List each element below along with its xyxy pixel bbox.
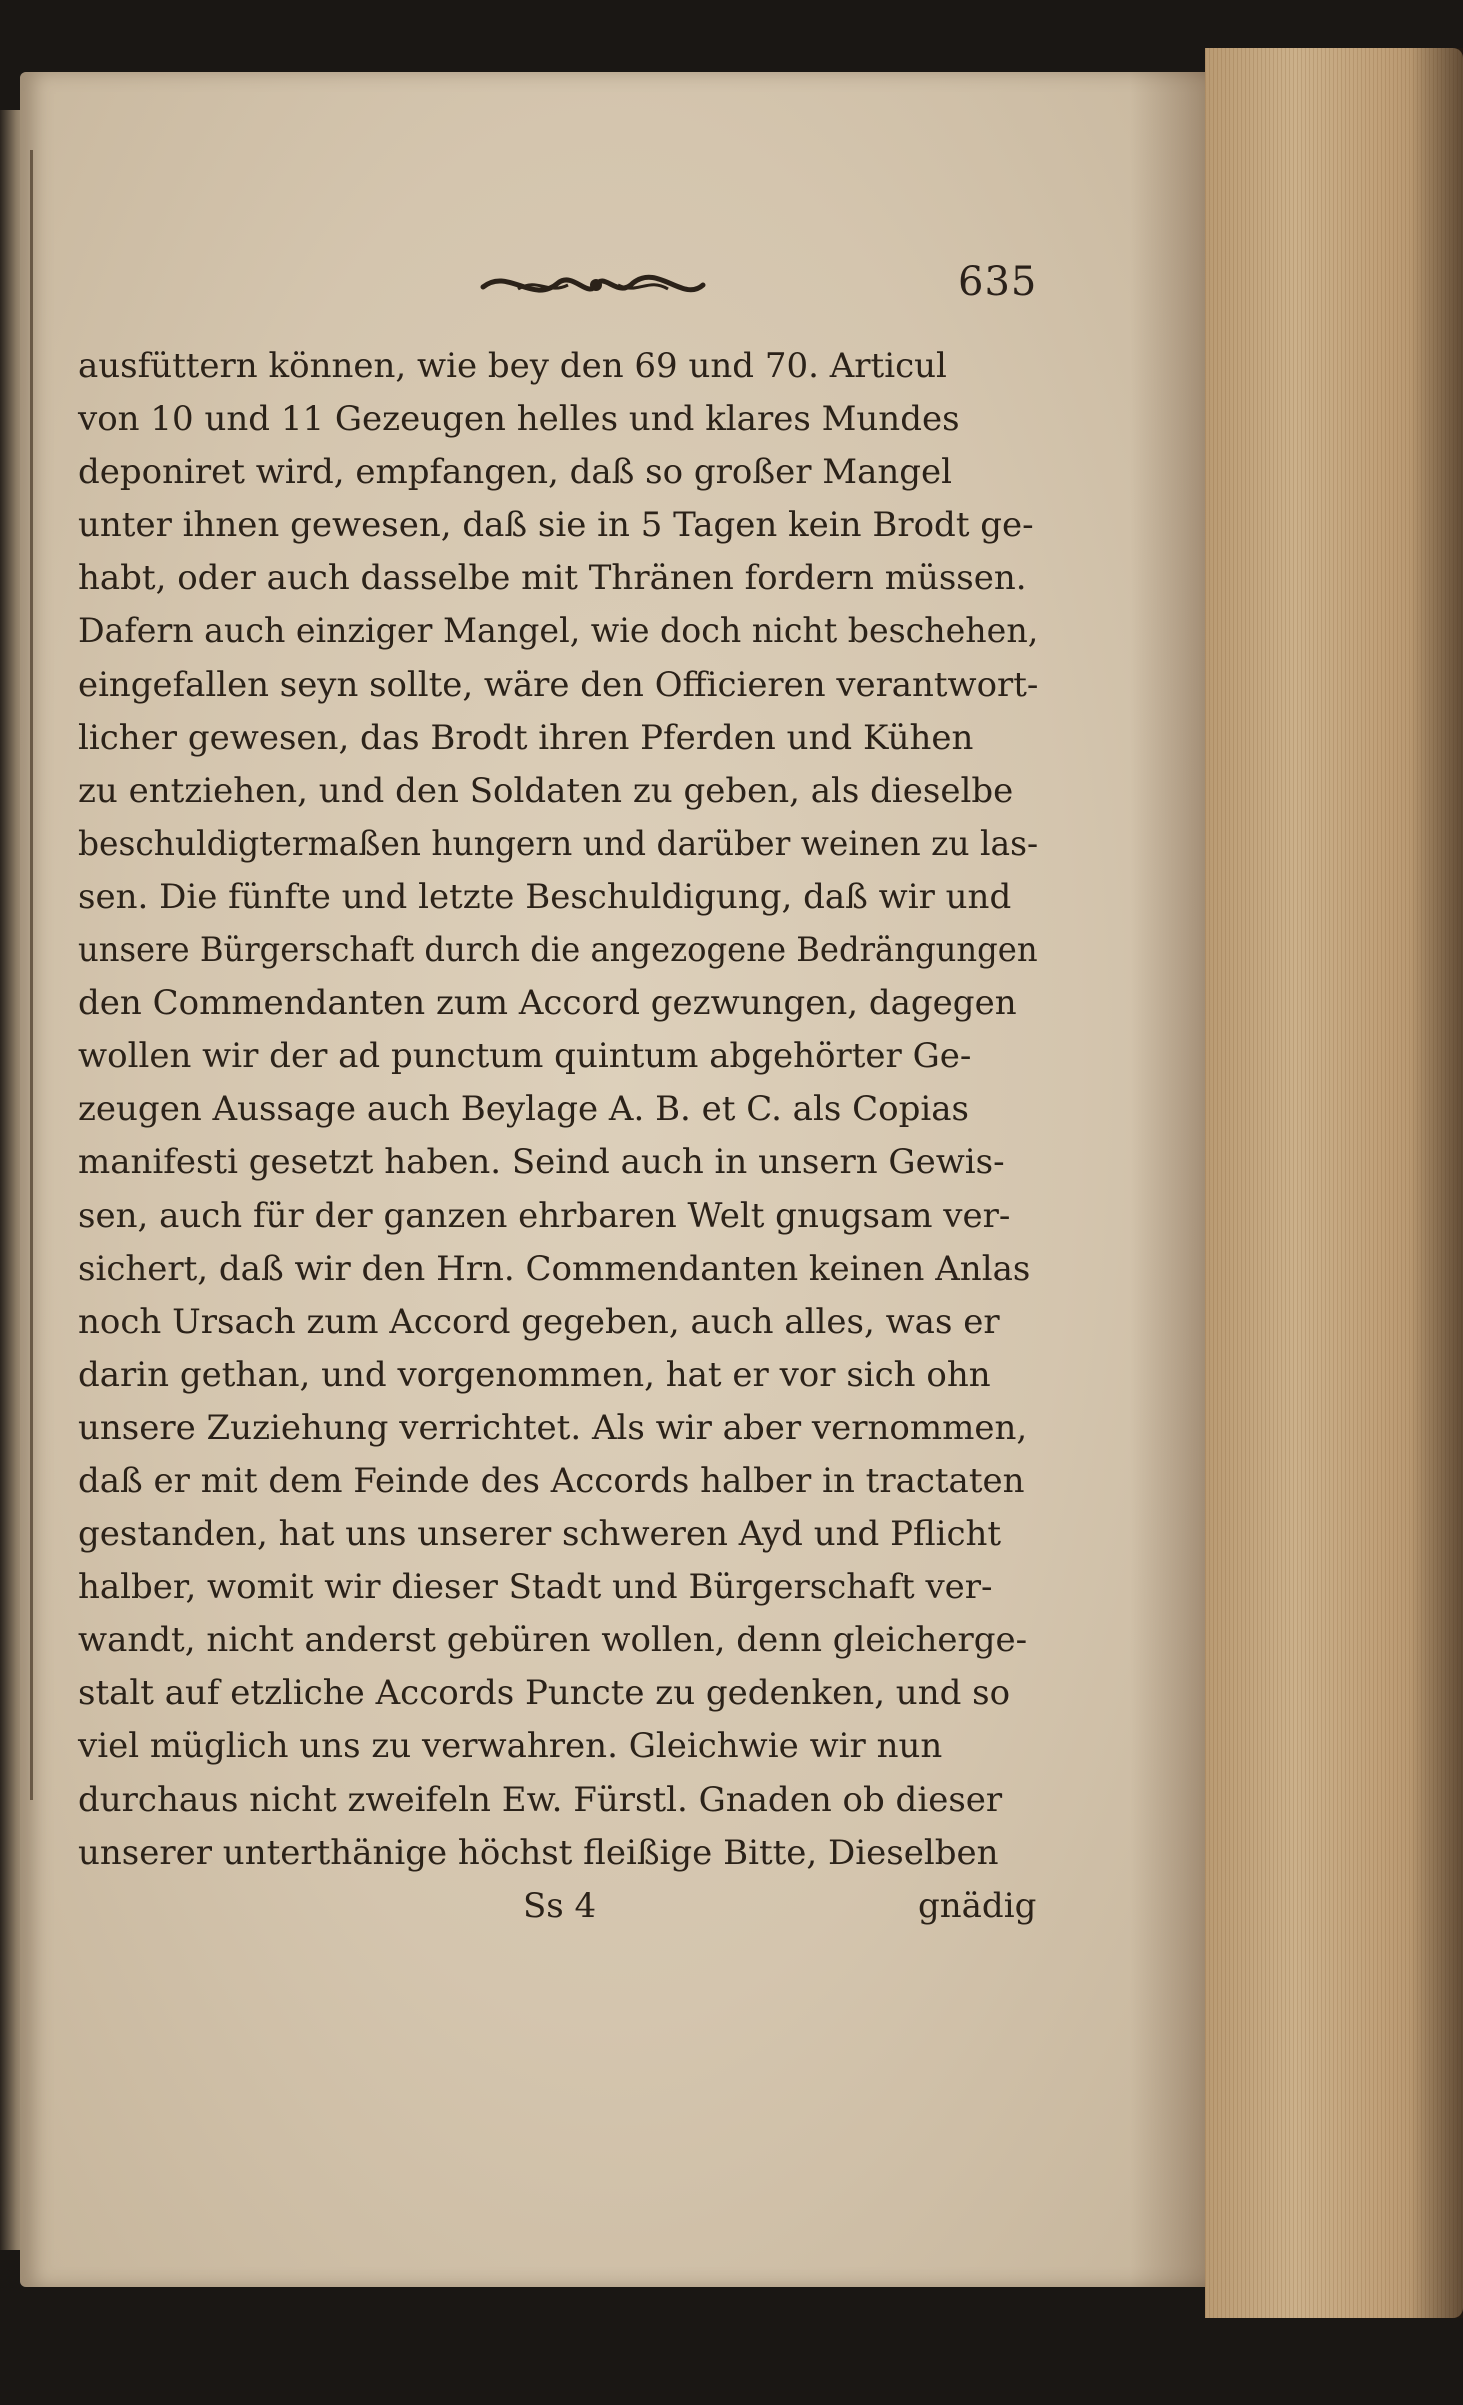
text-line: unsere Zuziehung verrichtet. Als wir aber vernommen, (78, 1407, 1028, 1448)
text-line: sen. Die fünfte und letzte Beschuldigung, daß wir und (78, 876, 1012, 917)
text-line: durchaus nicht zweifeln Ew. Fürstl. Gnaden ob dieser (78, 1779, 1003, 1820)
text-line: ausfüttern können, wie bey den 69 und 70. Articul (78, 346, 947, 386)
text-line: Dafern auch einziger Mangel, wie doch nicht beschehen, (78, 611, 1039, 652)
text-line: beschuldigtermaßen hungern und darüber weinen zu las- (78, 823, 1039, 864)
page-content (78, 255, 1038, 1946)
flourish-ornament-icon (478, 255, 708, 315)
catchword: gnädig (918, 1885, 1037, 1926)
text-line: unter ihnen gewesen, daß sie in 5 Tagen kein Brodt ge- (78, 505, 1034, 546)
text-line: gestanden, hat uns unserer schweren Ayd und Pflicht (78, 1514, 1002, 1555)
text-line: darin gethan, und vorgenommen, hat er vor sich ohn (78, 1354, 991, 1395)
text-line: daß er mit dem Feinde des Accords halber in tractaten (78, 1460, 1025, 1501)
text-line: sichert, daß wir den Hrn. Commendanten keinen Anlas (78, 1248, 1031, 1289)
text-line: halber, womit wir dieser Stadt und Bürgerschaft ver- (78, 1567, 993, 1608)
page-number: 635 (958, 259, 1038, 305)
text-line: habt, oder auch dasselbe mit Thränen fordern müssen. (78, 558, 1027, 599)
body-text (78, 340, 1038, 1880)
text-line: unserer unterthänige höchst fleißige Bitte, Dieselben (78, 1832, 999, 1873)
text-line: den Commendanten zum Accord gezwungen, dagegen (78, 983, 1017, 1024)
text-line: manifesti gesetzt haben. Seind auch in unsern Gewis- (78, 1142, 1005, 1183)
signature-mark: Ss 4 (523, 1885, 597, 1926)
text-line: stalt auf etzliche Accords Puncte zu gedenken, und so (78, 1673, 1011, 1714)
page-header (78, 255, 1038, 330)
text-line: viel müglich uns zu verwahren. Gleichwie wir nun (78, 1726, 943, 1767)
text-line: von 10 und 11 Gezeugen helles und klares Mundes (78, 399, 960, 440)
text-line: noch Ursach zum Accord gegeben, auch alles, was er (78, 1301, 1000, 1342)
text-line: wollen wir der ad punctum quintum abgehörter Ge- (78, 1036, 972, 1077)
fore-edge-shadow (1410, 48, 1463, 2318)
text-line: deponiret wird, empfangen, daß so großer Mangel (78, 452, 953, 493)
text-line: eingefallen seyn sollte, wäre den Officieren verantwort- (78, 664, 1039, 705)
text-line: zeugen Aussage auch Beylage A. B. et C. als Copias (78, 1089, 969, 1130)
text-line: wandt, nicht anderst gebüren wollen, denn gleicherge- (78, 1620, 1028, 1661)
text-line: unsere Bürgerschaft durch die angezogene Bedrängungen (78, 930, 1038, 971)
text-line: zu entziehen, und den Soldaten zu geben, als dieselbe (78, 770, 1014, 811)
left-page-rule (30, 150, 33, 1800)
text-line: licher gewesen, das Brodt ihren Pferden und Kühen (78, 717, 974, 758)
text-line: sen, auch für der ganzen ehrbaren Welt gnugsam ver- (78, 1195, 1011, 1236)
page-footer (78, 1886, 1038, 1946)
